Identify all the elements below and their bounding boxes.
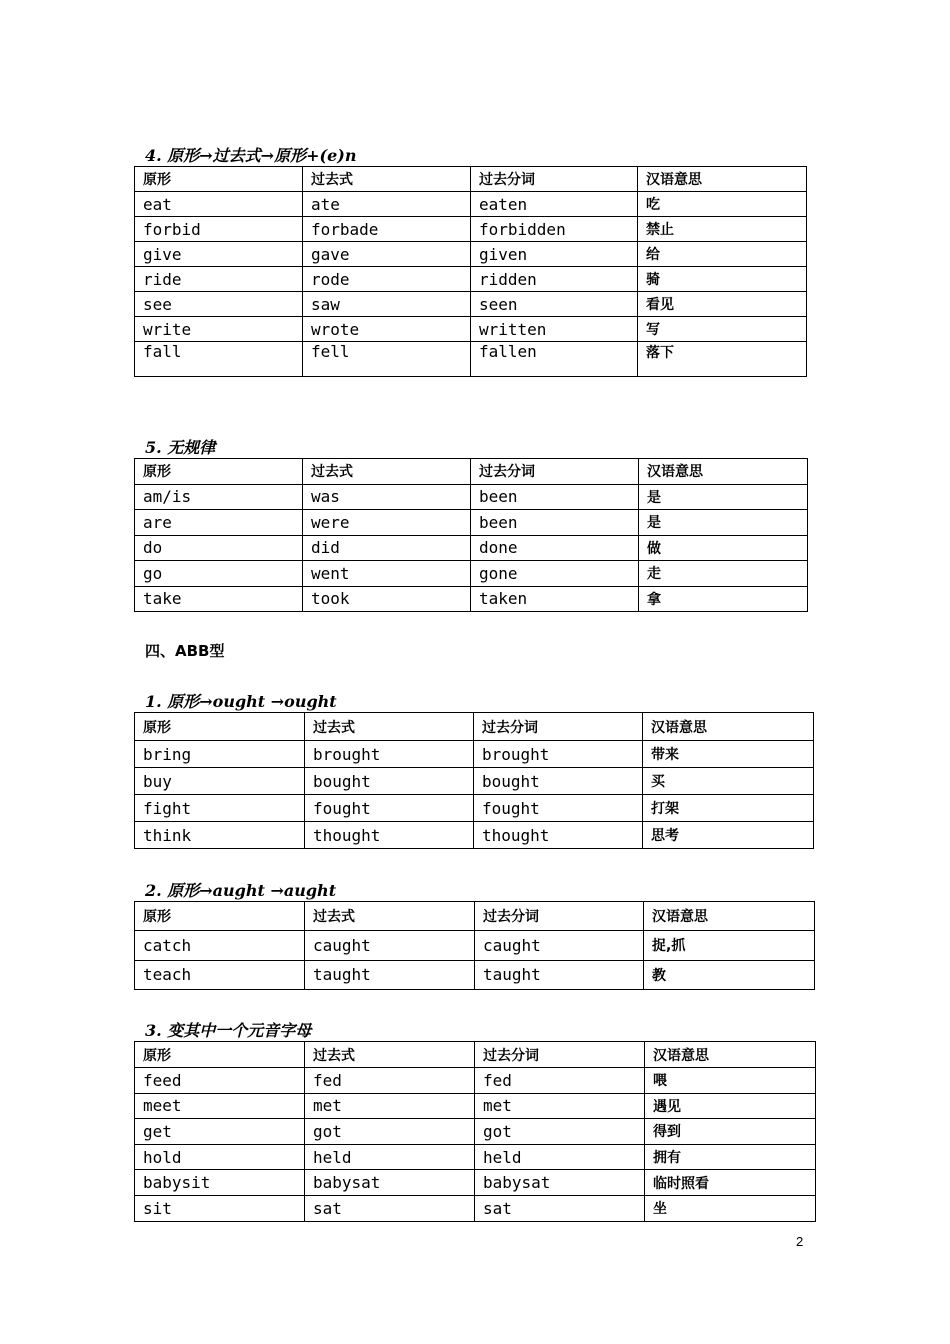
- column-header: 过去分词: [475, 1042, 645, 1068]
- meaning-cell: 吃: [638, 192, 807, 217]
- past-participle-cell: fed: [475, 1068, 645, 1094]
- table-aught: [134, 901, 815, 990]
- past-tense-cell: was: [303, 484, 471, 510]
- table-row: [135, 217, 807, 242]
- meaning-cell: 给: [638, 242, 807, 267]
- table-row: [135, 1144, 816, 1170]
- table-header-row: [135, 713, 814, 741]
- column-header: 原形: [135, 713, 305, 741]
- meaning-cell: 思考: [643, 822, 814, 849]
- past-tense-cell: held: [305, 1144, 475, 1170]
- base-form-cell: babysit: [135, 1170, 305, 1196]
- table-row: [135, 535, 808, 561]
- table-header-row: [135, 167, 807, 192]
- table-row: [135, 242, 807, 267]
- table-row: [135, 484, 808, 510]
- table-row: [135, 768, 814, 795]
- page-number: 2: [796, 1234, 804, 1249]
- base-form-cell: take: [135, 586, 303, 612]
- past-participle-cell: babysat: [475, 1170, 645, 1196]
- base-form-cell: catch: [135, 931, 305, 961]
- base-form-cell: buy: [135, 768, 305, 795]
- past-participle-cell: fallen: [471, 342, 638, 377]
- past-participle-cell: met: [475, 1093, 645, 1119]
- table-row: [135, 586, 808, 612]
- meaning-cell: 禁止: [638, 217, 807, 242]
- column-header: 汉语意思: [644, 902, 815, 931]
- column-header: 汉语意思: [643, 713, 814, 741]
- base-form-cell: think: [135, 822, 305, 849]
- past-tense-cell: taught: [305, 960, 475, 990]
- past-tense-cell: went: [303, 561, 471, 587]
- table-row: [135, 1195, 816, 1221]
- past-tense-cell: took: [303, 586, 471, 612]
- past-participle-cell: eaten: [471, 192, 638, 217]
- base-form-cell: do: [135, 535, 303, 561]
- column-header: 过去分词: [471, 167, 638, 192]
- table-row: [135, 931, 815, 961]
- table-row: [135, 1068, 816, 1094]
- base-form-cell: teach: [135, 960, 305, 990]
- past-participle-cell: written: [471, 317, 638, 342]
- meaning-cell: 是: [639, 510, 808, 536]
- past-participle-cell: ridden: [471, 267, 638, 292]
- past-tense-cell: wrote: [303, 317, 471, 342]
- base-form-cell: eat: [135, 192, 303, 217]
- past-tense-cell: were: [303, 510, 471, 536]
- column-header: 过去分词: [475, 902, 644, 931]
- meaning-cell: 买: [643, 768, 814, 795]
- table-row: [135, 1170, 816, 1196]
- table-row: [135, 1093, 816, 1119]
- column-header: 原形: [135, 902, 305, 931]
- base-form-cell: write: [135, 317, 303, 342]
- past-tense-cell: thought: [305, 822, 474, 849]
- table-row: [135, 561, 808, 587]
- past-participle-cell: caught: [475, 931, 644, 961]
- past-tense-cell: fed: [305, 1068, 475, 1094]
- past-participle-cell: taught: [475, 960, 644, 990]
- part-title-abb: 四、ABB型: [145, 642, 225, 660]
- meaning-cell: 得到: [645, 1119, 816, 1145]
- past-participle-cell: been: [471, 484, 639, 510]
- table-header-row: [135, 902, 815, 931]
- past-tense-cell: got: [305, 1119, 475, 1145]
- table-row: [135, 960, 815, 990]
- base-form-cell: ride: [135, 267, 303, 292]
- past-participle-cell: done: [471, 535, 639, 561]
- base-form-cell: bring: [135, 741, 305, 768]
- base-form-cell: see: [135, 292, 303, 317]
- table-row: [135, 292, 807, 317]
- past-participle-cell: sat: [475, 1195, 645, 1221]
- meaning-cell: 落下: [638, 342, 807, 377]
- meaning-cell: 喂: [645, 1068, 816, 1094]
- past-participle-cell: bought: [474, 768, 643, 795]
- section-title-regular-en: 4. 原形→过去式→原形+(e)n: [145, 146, 357, 165]
- base-form-cell: are: [135, 510, 303, 536]
- meaning-cell: 带来: [643, 741, 814, 768]
- base-form-cell: give: [135, 242, 303, 267]
- past-participle-cell: been: [471, 510, 639, 536]
- past-tense-cell: did: [303, 535, 471, 561]
- meaning-cell: 走: [639, 561, 808, 587]
- past-tense-cell: saw: [303, 292, 471, 317]
- past-tense-cell: rode: [303, 267, 471, 292]
- meaning-cell: 坐: [645, 1195, 816, 1221]
- table-irregular: [134, 458, 808, 612]
- table-row: [135, 795, 814, 822]
- table-row: [135, 192, 807, 217]
- table-vowel-change: [134, 1041, 816, 1222]
- section-title-irregular: 5. 无规律: [145, 438, 216, 457]
- past-tense-cell: ate: [303, 192, 471, 217]
- past-participle-cell: seen: [471, 292, 638, 317]
- table-row: [135, 342, 807, 377]
- meaning-cell: 捉,抓: [644, 931, 815, 961]
- base-form-cell: get: [135, 1119, 305, 1145]
- base-form-cell: sit: [135, 1195, 305, 1221]
- past-tense-cell: babysat: [305, 1170, 475, 1196]
- meaning-cell: 做: [639, 535, 808, 561]
- past-tense-cell: fought: [305, 795, 474, 822]
- past-tense-cell: brought: [305, 741, 474, 768]
- column-header: 过去式: [305, 1042, 475, 1068]
- past-tense-cell: gave: [303, 242, 471, 267]
- section-title-vowel-change: 3. 变其中一个元音字母: [145, 1021, 312, 1040]
- past-participle-cell: gone: [471, 561, 639, 587]
- section-title-aught: 2. 原形→aught →aught: [145, 881, 337, 900]
- table-row: [135, 741, 814, 768]
- table-header-row: [135, 1042, 816, 1068]
- base-form-cell: am/is: [135, 484, 303, 510]
- past-participle-cell: brought: [474, 741, 643, 768]
- past-participle-cell: thought: [474, 822, 643, 849]
- column-header: 汉语意思: [639, 459, 808, 485]
- meaning-cell: 打架: [643, 795, 814, 822]
- past-participle-cell: given: [471, 242, 638, 267]
- past-tense-cell: fell: [303, 342, 471, 377]
- meaning-cell: 遇见: [645, 1093, 816, 1119]
- meaning-cell: 拥有: [645, 1144, 816, 1170]
- table-ought: [134, 712, 814, 849]
- column-header: 过去式: [305, 713, 474, 741]
- meaning-cell: 看见: [638, 292, 807, 317]
- table-row: [135, 1119, 816, 1145]
- meaning-cell: 写: [638, 317, 807, 342]
- column-header: 原形: [135, 1042, 305, 1068]
- base-form-cell: go: [135, 561, 303, 587]
- past-participle-cell: forbidden: [471, 217, 638, 242]
- past-tense-cell: forbade: [303, 217, 471, 242]
- base-form-cell: hold: [135, 1144, 305, 1170]
- table-header-row: [135, 459, 808, 485]
- column-header: 过去式: [303, 167, 471, 192]
- meaning-cell: 骑: [638, 267, 807, 292]
- meaning-cell: 教: [644, 960, 815, 990]
- column-header: 过去式: [303, 459, 471, 485]
- column-header: 过去分词: [474, 713, 643, 741]
- meaning-cell: 拿: [639, 586, 808, 612]
- column-header: 过去分词: [471, 459, 639, 485]
- table-row: [135, 822, 814, 849]
- base-form-cell: fight: [135, 795, 305, 822]
- past-participle-cell: fought: [474, 795, 643, 822]
- past-participle-cell: got: [475, 1119, 645, 1145]
- column-header: 原形: [135, 459, 303, 485]
- past-tense-cell: bought: [305, 768, 474, 795]
- past-tense-cell: sat: [305, 1195, 475, 1221]
- base-form-cell: fall: [135, 342, 303, 377]
- past-tense-cell: caught: [305, 931, 475, 961]
- base-form-cell: forbid: [135, 217, 303, 242]
- past-participle-cell: held: [475, 1144, 645, 1170]
- column-header: 汉语意思: [645, 1042, 816, 1068]
- meaning-cell: 是: [639, 484, 808, 510]
- base-form-cell: feed: [135, 1068, 305, 1094]
- table-regular-en: [134, 166, 807, 377]
- column-header: 原形: [135, 167, 303, 192]
- table-row: [135, 510, 808, 536]
- column-header: 过去式: [305, 902, 475, 931]
- column-header: 汉语意思: [638, 167, 807, 192]
- meaning-cell: 临时照看: [645, 1170, 816, 1196]
- past-participle-cell: taken: [471, 586, 639, 612]
- past-tense-cell: met: [305, 1093, 475, 1119]
- section-title-ought: 1. 原形→ought →ought: [145, 692, 337, 711]
- base-form-cell: meet: [135, 1093, 305, 1119]
- table-row: [135, 267, 807, 292]
- table-row: [135, 317, 807, 342]
